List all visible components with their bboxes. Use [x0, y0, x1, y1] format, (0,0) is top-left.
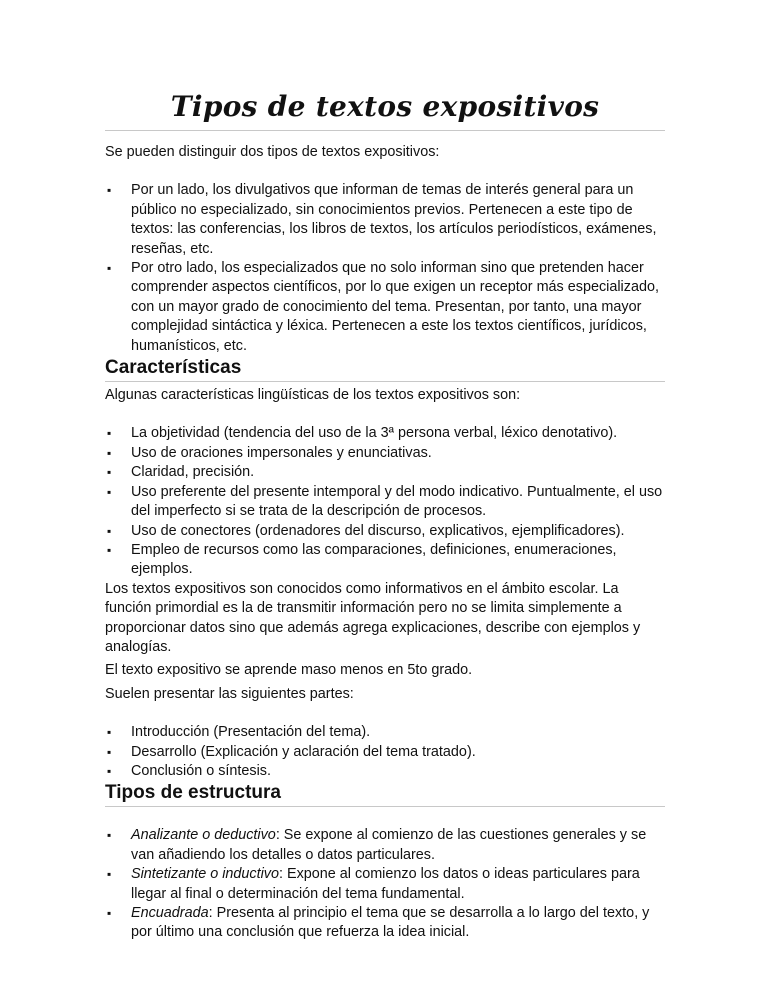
spacer: [105, 405, 665, 424]
types-list: [105, 181, 665, 356]
list-item: [105, 904, 665, 943]
caracteristicas-list: [105, 424, 665, 579]
section-heading-estructura: Tipos de estructura: [105, 781, 665, 807]
list-item: [105, 826, 665, 865]
structure-description: : Presenta al principio el tema que se desarrolla a lo largo del texto, y por último una conclusión que refuerza la idea inicial.: [131, 905, 650, 941]
list-item: ▪ Uso de oraciones impersonales y enunciativas.: [105, 444, 665, 463]
list-item: ▪ Uso de conectores (ordenadores del discurso, explicativos, ejemplificadores).: [105, 522, 665, 541]
structure-term: Analizante o deductivo: [131, 827, 276, 844]
estructura-list: [105, 826, 665, 942]
body-paragraph: Los textos expositivos son conocidos como informativos en el ámbito escolar. La función primordial es la de transmitir información pero no se limita simplemente a proporcionar datos sino que además agrega explicaciones, describe con ejemplos y analogías.: [105, 580, 641, 655]
list-item: ▪ Por un lado, los divulgativos que informan de temas de interés general para un público no especializado, sin conocimientos previos. Pertenecen a este tipo de textos: las conferencias, los libros de textos, los artículos periodísticos, exámenes, reseñas, etc.: [105, 181, 665, 259]
document-page: [105, 86, 665, 943]
structure-term: Encuadrada: [131, 905, 209, 921]
list-item: ▪ Conclusión o síntesis.: [105, 762, 665, 781]
list-item: ▪ La objetividad (tendencia del uso de la 3ª persona verbal, léxico denotativo).: [105, 424, 665, 443]
body-paragraph: Suelen presentar las siguientes partes:: [105, 685, 354, 702]
list-item: ▪ Empleo de recursos como las comparaciones, definiciones, enumeraciones, ejemplos.: [105, 541, 665, 580]
structure-description: : Se expone al comienzo de las cuestiones generales y se van añadiendo los detalles o datos particulares.: [131, 827, 647, 863]
spacer: [105, 704, 665, 723]
parts-list: [105, 723, 665, 781]
page-title: Tipos de textos expositivos: [105, 86, 665, 131]
list-item: ▪ Uso preferente del presente intemporal y del modo indicativo. Puntualmente, el uso del imperfecto si se trata de la descripción de procesos.: [105, 483, 665, 522]
body-paragraph: El texto expositivo se aprende maso menos en 5to grado.: [105, 662, 473, 679]
list-item: ▪ Introducción (Presentación del tema).: [105, 723, 665, 742]
list-item: ▪ Desarrollo (Explicación y aclaración del tema tratado).: [105, 743, 665, 762]
caracteristicas-intro: Algunas características lingüísticas de los textos expositivos son:: [105, 387, 521, 404]
structure-term: Sintetizante o inductivo: [131, 866, 279, 883]
list-item: ▪ Claridad, precisión.: [105, 463, 665, 482]
spacer: [105, 162, 665, 181]
section-heading-caracteristicas: Características: [105, 356, 665, 382]
spacer: [105, 807, 665, 826]
list-item: [105, 865, 665, 904]
intro-paragraph: Se pueden distinguir dos tipos de textos expositivos:: [105, 144, 440, 160]
list-item: ▪ Por otro lado, los especializados que no solo informan sino que pretenden hacer comprender aspectos científicos, por lo que exigen un receptor más especializado, con un mayor grado de conocimiento del tema. Presentan, por tanto, una mayor complejidad sintáctica y léxica. Pertenecen a este los textos científicos, jurídicos, humanísticos, etc.: [105, 259, 665, 356]
structure-description: : Expone al comienzo los datos o ideas particulares para llegar al final o determinación del tema fundamental.: [131, 866, 640, 902]
